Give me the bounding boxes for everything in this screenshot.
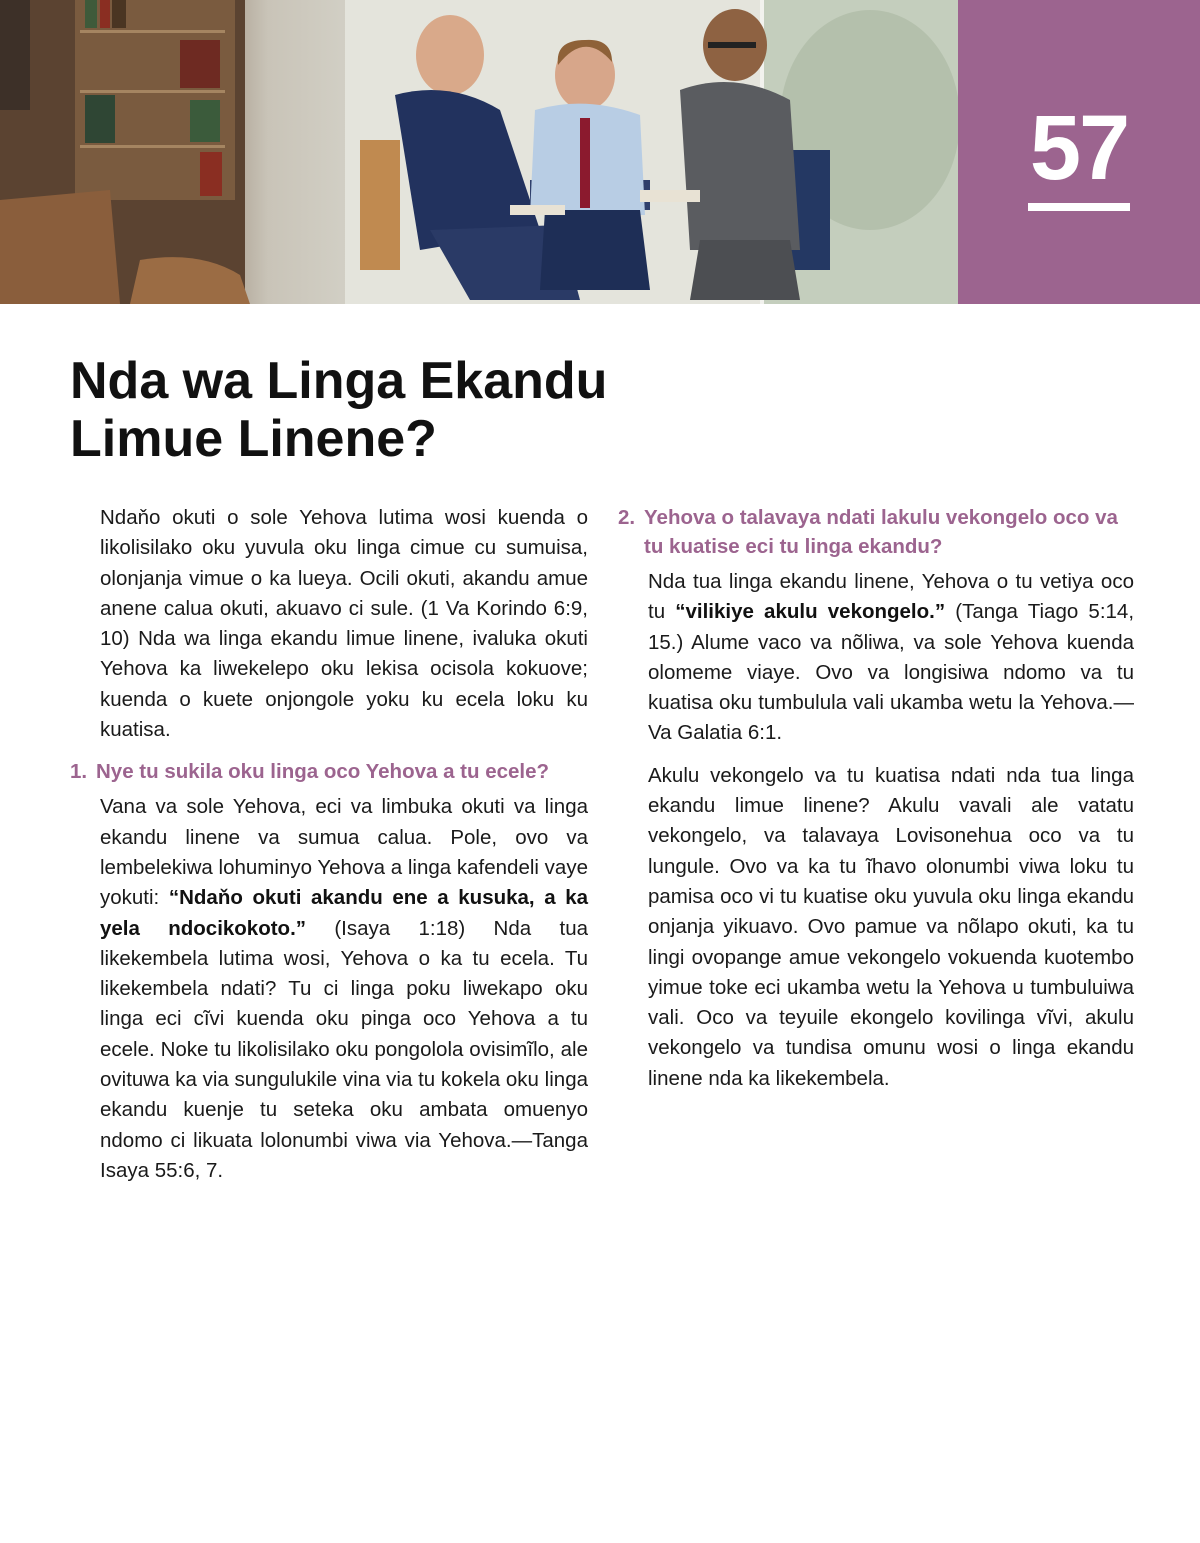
section-1-paragraph [70,792,588,1186]
right-column [618,503,1134,1106]
photo-three-men-icon [0,0,958,304]
section-1-quote: “Ndaňo okuti akandu ene a kusuka, a ka yela ndocikokoto.” [100,886,588,940]
section-1-text-b: (Isaya 1:18) Nda tua likekembela lutima wosi, Yehova o ka tu ecela. Tu likekembela ndati? Tu ci linga poku liwekapo oku linga eci cĩvi kuenda oku pinga oco Yehova a tu ecele. Noke tu likolisilako oku pongolola ovisimĩlo, ale ovituwa ka via sungulukile vina via tu kokela oku linga ekandu kuenje tu seteka oku ambata omuenyo ndomo ci likuata lolonumbi viwa via Yehova.—Tanga Isaya 55:6, 7. [100,916,588,1182]
section-2-number: 2. [618,506,636,529]
section-2-text-a: Nda tua linga ekandu linene, Yehova o tu vetiya oco tu [648,570,1134,624]
section-2-question: Yehova o talavaya ndati lakulu vekongelo oco va tu kuatise eci tu linga ekandu? [644,506,1118,558]
section-1-heading [70,757,588,786]
section-2-paragraph-2: Akulu vekongelo va tu kuatisa ndati nda tua linga ekandu limue linene? Akulu vavali ale vatatu vekongelo, va talavaya Lovisonehua oco va tu lungule. Ovo va ka tu ĩhavo olonumbi viwa loku tu pamisa oco vi tu kuatise oku yuvula oku linga ekandu onjanja yikuavo. Ovo pamue va nõlapo okuti, ka tu lingi ovopange amue vekongelo vokuenda kuotembo yimue toke eci ukamba wetu la Yehova u tumbuluiwa vali. Oco va teyuile ekongelo kovilinga vĩvi, akulu vekongelo va tundisa omunu wosi o linga ekandu linene nda ka likekembela. [648,763,1134,1090]
title-line-2: Limue Linene? [70,410,437,468]
section-1-question: Nye tu sukila oku linga oco Yehova a tu ecele? [96,760,550,784]
title-line-1: Nda wa Linga Ekandu [70,352,608,410]
section-2-heading [618,503,1134,561]
section-2-text-b: (Tanga Tiago 5:14, 15.) Alume vaco va nõliwa, va sole Yehova kuenda olomeme viaye. Ovo va longisiwa ndomo va tu kuatisa oku tumbulula vali ukamba wetu la Yehova.—Va Galatia 6:1. [648,600,1135,745]
header-photo [0,0,958,304]
lesson-number-underline [1028,203,1130,211]
lesson-number-panel [958,0,1200,304]
section-2-paragraph-1 [618,567,1134,749]
section-1-number: 1. [70,760,88,784]
section-2-quote: “vilikiye akulu vekongelo.” [675,600,946,624]
left-column [70,503,588,1198]
page-title [70,352,670,468]
lesson-number: 57 [1029,97,1129,199]
section-1-text-a: Vana va sole Yehova, eci va limbuka okuti va linga ekandu linene va sumua calua. Pole, ovo va lembelekiwa lohuminyo Yehova a linga kafendeli vaye yokuti: [100,795,588,910]
intro-paragraph: Ndaňo okuti o sole Yehova lutima wosi kuenda o likolisilako oku yuvula oku linga cimue cu sumuisa, olonjanja vimue o ka lueya. Ocili okuti, akandu amue anene calua okuti, akuavo ci sule. (1 Va Korindo 6:9, 10) Nda wa linga ekandu limue linene, ivaluka okuti Yehova ka liwekelepo oku lekisa ocisola kokuove; kuenda o kuete onjongole yoku ku ecela loku ku kuatisa. [100,506,588,742]
